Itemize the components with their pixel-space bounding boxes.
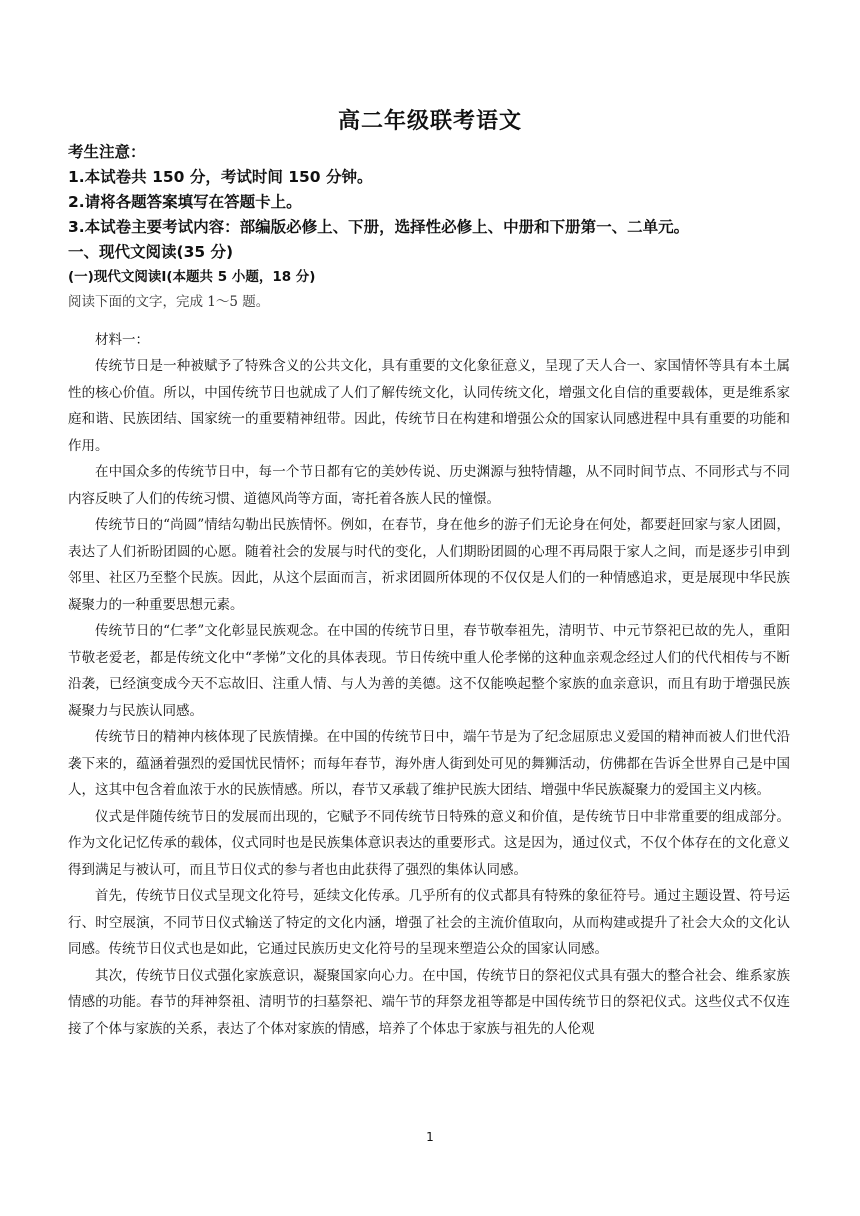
passage-paragraph: 其次，传统节日仪式强化家族意识，凝聚国家向心力。在中国，传统节日的祭祀仪式具有强大的整合社会、维系家族情感的功能。春节的拜神祭祖、清明节的扫墓祭祀、端午节的拜祭龙祖等都是中国传统节日的祭祀仪式。这些仪式不仅连接了个体与家族的关系，表达了个体对家族的情感，培养了个体忠于家族与祖先的人伦观 bbox=[68, 967, 790, 1037]
notice-item: 1.本试卷共 150 分，考试时间 150 分钟。 bbox=[68, 168, 373, 186]
passage-paragraph: 传统节日是一种被赋予了特殊含义的公共文化，具有重要的文化象征意义，呈现了天人合一、家国情怀等具有本土属性的核心价值。所以，中国传统节日也就成了人们了解传统文化，认同传统文化，增强文化自信的重要载体，更是维系家庭和谐、民族团结、国家统一的重要精神纽带。因此，传统节日在构建和增强公众的国家认同感进程中具有重要的功能和作用。 bbox=[68, 358, 790, 454]
passage-paragraph: 传统节日的“仁孝”文化彰显民族观念。在中国的传统节日里，春节敬奉祖先，清明节、中元节祭祀已故的先人，重阳节敬老爱老，都是传统文化中“孝悌”文化的具体表现。节日传统中重人伦孝悌的这种血亲观念经过人们的代代相传与不断沿袭，已经演变成今天不忘故旧、注重人情、与人为善的美德。这不仅能唤起整个家族的血亲意识，而且有助于增强民族凝聚力与民族认同感。 bbox=[68, 623, 790, 719]
material-label: 材料一： bbox=[95, 332, 149, 348]
notice-item: 2.请将各题答案填写在答题卡上。 bbox=[68, 193, 302, 211]
subsection-heading: (一)现代文阅读Ⅰ(本题共 5 小题，18 分) bbox=[68, 269, 316, 285]
notice-heading: 考生注意： bbox=[68, 143, 146, 161]
passage-paragraph: 传统节日的精神内核体现了民族情操。在中国的传统节日中，端午节是为了纪念屈原忠义爱国的精神而被人们世代沿袭下来的，蕴涵着强烈的爱国忧民情怀；而每年春节，海外唐人街到处可见的舞狮活动，仿佛都在告诉全世界自己是中国人，这其中包含着血浓于水的民族情感。所以，春节又承载了维护民族大团结、增强中华民族凝聚力的爱国主义内核。 bbox=[68, 729, 790, 798]
reading-passage bbox=[68, 328, 790, 1042]
reading-instruction: 阅读下面的文字，完成 1～5 题。 bbox=[68, 294, 270, 310]
notice-item: 3.本试卷主要考试内容：部编版必修上、下册，选择性必修上、中册和下册第一、二单元。 bbox=[68, 218, 690, 236]
page-number: 1 bbox=[426, 1130, 434, 1144]
passage-paragraph: 仪式是伴随传统节日的发展而出现的，它赋予不同传统节日特殊的意义和价值，是传统节日中非常重要的组成部分。作为文化记忆传承的载体，仪式同时也是民族集体意识表达的重要形式。这是因为，通过仪式，不仅个体存在的文化意义得到满足与被认可，而且节日仪式的参与者也由此获得了强烈的集体认同感。 bbox=[68, 808, 790, 878]
passage-paragraph: 在中国众多的传统节日中，每一个节日都有它的美妙传说、历史渊源与独特情趣，从不同时间节点、不同形式与不同内容反映了人们的传统习惯、道德风尚等方面，寄托着各族人民的憧憬。 bbox=[68, 464, 790, 507]
document-title: 高二年级联考语文 bbox=[337, 109, 522, 134]
exam-notice bbox=[68, 140, 808, 315]
section-heading: 一、现代文阅读(35 分) bbox=[68, 243, 234, 261]
passage-paragraph: 首先，传统节日仪式呈现文化符号，延续文化传承。几乎所有的仪式都具有特殊的象征符号。通过主题设置、符号运行、时空展演，不同节日仪式输送了特定的文化内涵，增强了社会的主流价值取向，从而构建或提升了社会大众的文化认同感。传统节日仪式也是如此，它通过民族历史文化符号的呈现来塑造公众的国家认同感。 bbox=[68, 888, 790, 957]
passage-paragraph: 传统节日的“尚圆”情结勾勒出民族情怀。例如，在春节，身在他乡的游子们无论身在何处，都要赶回家与家人团圆，表达了人们祈盼团圆的心愿。随着社会的发展与时代的变化，人们期盼团圆的心理不再局限于家人之间，而是逐步引申到邻里、社区乃至整个民族。因此，从这个层面而言，祈求团圆所体现的不仅仅是人们的一种情感追求，更是展现中华民族凝聚力的一种重要思想元素。 bbox=[68, 517, 790, 613]
